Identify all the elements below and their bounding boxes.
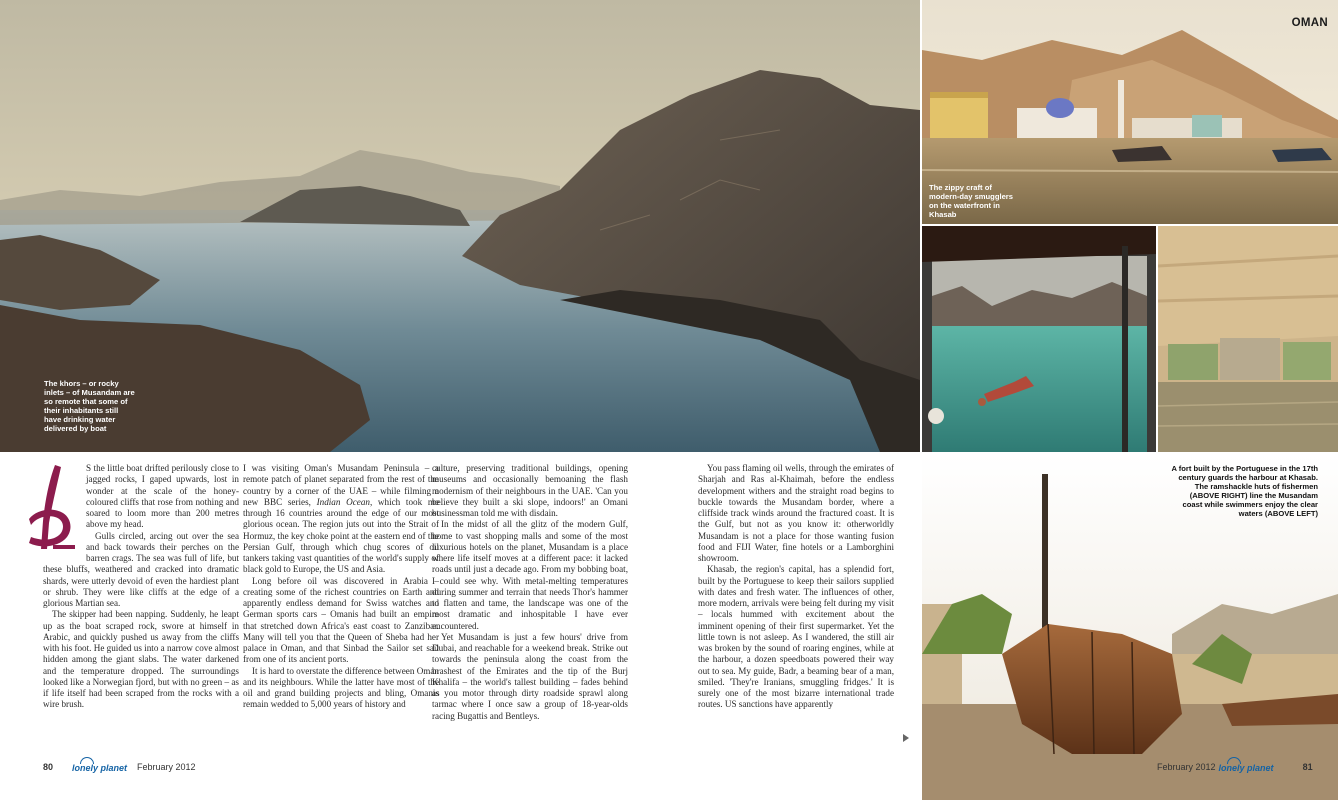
lonely-planet-logo: lonely planet <box>1218 763 1274 773</box>
body-paragraph: Gulls circled, arcing out over the sea and back towards their perches on the barren crags. The sea was full of life, but these bluffs, weathered and cracked into dramatic shards, were utterly devoid of even the hardiest plant or shrub. They were like cliffs at the edge of a glorious Martian sea. <box>43 530 239 608</box>
section-label: OMAN <box>1291 17 1328 29</box>
folio-right <box>1157 761 1313 773</box>
body-paragraph: Long before oil was discovered in Arabia – creating some of the richest countries on Earth and apparently endless demand for Swiss watches and German sports cars – Omanis had built an empire that stretched down Africa's east coast to Zanzibar. Many will tell you that the Queen of Sheba had her palace in Oman, and that Sinbad the Sailor set sail from one of its ancient ports. <box>243 575 439 665</box>
photo-caption-khasab: The zippy craft of modern-day smugglers on the waterfront in Khasab <box>929 183 1013 219</box>
lonely-planet-logo: lonely planet <box>72 763 128 773</box>
series-title: Indian Ocean <box>316 496 370 507</box>
body-paragraph: Khasab, the region's capital, has a splendid fort, built by the Portuguese to keep their sailors supplied with dates and fresh water. The influences of other, more modern, arrivals were being felt during my visit – locals hummed with excitement about the imminent opening of their first supermarket. Yet the little town is not asleep. As I wandered, the still air was broken by the sound of roaring engines, while at the harbour, a dozen speedboats powered their way out to sea. My guide, Badr, a beaming bear of a man, smiled. 'They're Iranians, smuggling fridges.' It is surely one of the most bizarre international trade routes. US sanctions have apparently <box>698 564 894 710</box>
body-paragraph: In the midst of all the glitz of the modern Gulf, home to vast shopping malls and some of the most luxurious hotels on the planet, Musandam is a place where life itself moves at a different pace: it lacked roads until just a decade ago. From my bobbing boat, I could see why. With metal-melting temperatures during summer and terrain that needs Thor's hammer to flatten and tame, the landscape was one of the most dramatic and inhospitable I have ever encountered. <box>432 519 628 631</box>
photo-caption-khors: The khors – or rocky inlets – of Musandam are so remote that some of their inhabitants still have drinking water delivered by boat <box>44 379 135 433</box>
body-paragraph: You pass flaming oil wells, through the emirates of Sharjah and Ras al-Khaimah, before the endless development withers and the straight road begins to buckle towards the Musandam border, where a cliffside track winds around the fractured coast. It is the Gulf, but not as you know it: otherworldly Musandam is not a place for those wanting fusion food and FIJI Water, fine hotels or a Lamborghini showroom. <box>698 463 894 563</box>
body-text: I was visiting Oman's Musandam Peninsula – a remote patch of planet separated from the rest of the country by a corner of the UAE – while filming a new BBC series, <box>243 463 439 507</box>
body-column-4 <box>698 463 894 711</box>
body-column-3 <box>432 463 628 722</box>
body-paragraph: The skipper had been napping. Suddenly, he leapt up as the boat scraped rock, swore at himself in Arabic, and quickly pushed us away from the cliffs with his foot. He guided us into a narrow cove almost hidden among the giant slabs. The water darkened and the temperature dropped. The surroundings looked like a Norwegian fjord, but with no green – as if life itself had been scraped from the rocks with a wire brush. <box>43 609 239 710</box>
body-column-2 <box>243 463 439 711</box>
folio-left <box>43 761 196 773</box>
photo-swimmer-diving <box>922 226 1156 452</box>
body-paragraph <box>243 463 439 576</box>
continue-arrow-icon <box>903 734 909 742</box>
body-paragraph <box>43 463 239 531</box>
issue-date-left: February 2012 <box>137 762 196 772</box>
page-number-left: 80 <box>43 762 54 772</box>
body-column-1 <box>43 463 239 711</box>
body-text: , which took me through 16 countries around the edge of our most glorious ocean. The region juts out into the Strait of Hormuz, the key choke point at the eastern end of the Persian Gulf, through which chug scores of oil tankers taking vast quantities of the world's supply of black gold to Europe, the US and Asia. <box>243 496 439 575</box>
drop-cap-glyph <box>19 461 81 555</box>
photo-fishermen-huts <box>1158 226 1338 452</box>
body-text: S the little boat drifted perilously close to jagged rocks, I gaped upwards, lost in wonder at the scale of the honey-coloured cliffs that rose from nothing and soared to loom more than 200 metres above my head. <box>86 463 239 530</box>
hero-photo-musandam-fjord <box>0 0 920 452</box>
page-number-right: 81 <box>1302 762 1313 772</box>
body-paragraph: culture, preserving traditional buildings, opening museums and occasionally bemoaning the flash modernism of their neighbours in the UAE. 'Can you believe they built a ski slope, indoors!' an Omani businessman told me with disdain. <box>432 463 628 518</box>
photo-caption-fort: A fort built by the Portuguese in the 17th century guards the harbour at Khasab. The ramshackle huts of fishermen (ABOVE RIGHT) line the Musandam coast while swimmers enjoy the clear waters (ABOVE LEFT) <box>1171 464 1318 518</box>
drop-cap <box>19 461 81 555</box>
body-paragraph: Yet Musandam is just a few hours' drive from Dubai, and reachable for a weekend break. Strike out towards the peninsula along the coast from the brashest of the Emirates and the tip of the Burj Khalifa – the world's tallest building – fades behind as you motor through dirty roadside sprawl along tarmac where I once saw a group of 18-year-olds racing Bugattis and Bentleys. <box>432 631 628 721</box>
body-paragraph: It is hard to overstate the difference between Oman and its neighbours. While the latter have most of the oil and grand building projects and bling, Omanis remain wedded to 5,000 years of history and <box>243 665 439 710</box>
issue-date-right: February 2012 <box>1157 762 1216 772</box>
